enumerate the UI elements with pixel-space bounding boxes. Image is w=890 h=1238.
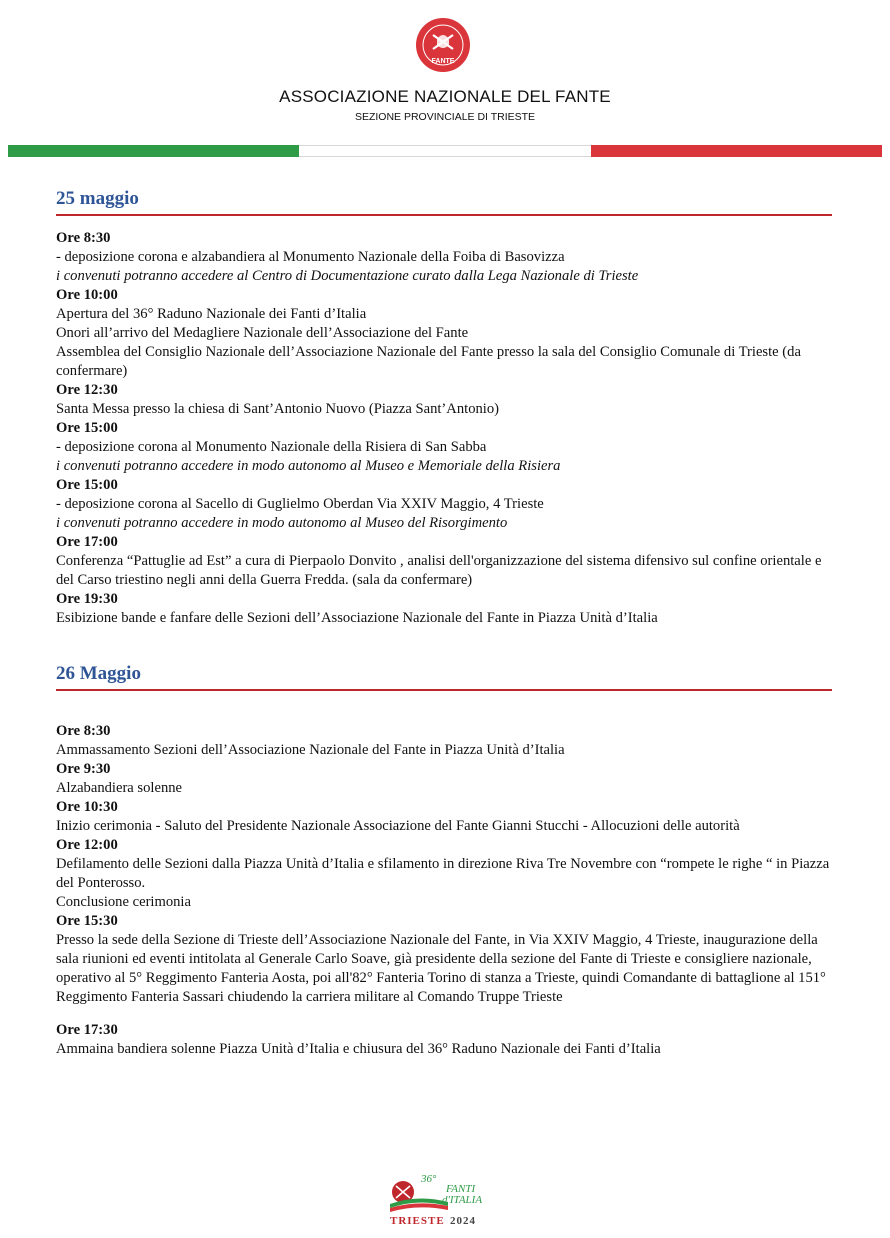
italian-flag-bar [8, 145, 882, 157]
raduno-logo [388, 1170, 484, 1232]
logo-year: 2024 [450, 1215, 476, 1227]
event-text: Defilamento delle Sezioni dalla Piazza Unità d’Italia e sfilamento in direzione Riva Tre Novembre con “rompete le righe “ in Piazza del Ponterosso. [56, 856, 830, 891]
event-text: Inizio cerimonia - Saluto del Presidente Nazionale Associazione del Fante Gianni Stucchi - Allocuzioni delle autorità [56, 818, 740, 834]
event-text: - deposizione corona al Monumento Nazionale della Risiera di San Sabba [56, 439, 487, 455]
event-text: Santa Messa presso la chiesa di Sant’Antonio Nuovo (Piazza Sant’Antonio) [56, 401, 499, 417]
time-label: Ore 12:30 [56, 382, 118, 398]
event-note: i convenuti potranno accedere in modo autonomo al Museo e Memoriale della Risiera [56, 458, 561, 474]
event-note: i convenuti potranno accedere in modo autonomo al Museo del Risorgimento [56, 515, 508, 531]
day-heading-26-maggio: 26 Maggio [56, 663, 141, 684]
event-text: - deposizione corona e alzabandiera al Monumento Nazionale della Foiba di Basovizza [56, 249, 565, 265]
emblem-text: FANTE [431, 58, 455, 65]
time-label: Ore 17:30 [56, 1022, 118, 1038]
time-label: Ore 10:30 [56, 799, 118, 815]
time-label: Ore 15:00 [56, 420, 118, 436]
organization-title: ASSOCIAZIONE NAZIONALE DEL FANTE [279, 87, 611, 106]
day-heading-rule [56, 689, 832, 691]
time-label: Ore 8:30 [56, 723, 111, 739]
event-text: Onori all’arrivo del Medagliere Nazionale dell’Associazione del Fante [56, 325, 469, 341]
organization-subtitle: SEZIONE PROVINCIALE DI TRIESTE [354, 111, 536, 123]
event-text: Conclusione cerimonia [56, 894, 191, 910]
event-text: Presso la sede della Sezione di Trieste dell’Associazione Nazionale del Fante, in Via XXIV Maggio, 4 Trieste, inaugurazione della sala riunioni ed eventi intitolata al Generale Carlo Soave, già presidente della sezione del Fante di Trieste e consigliere nazionale, operativo al 5° Reggimento Fanteria Aosta, poi all'82° Fanteria Torino di stanza a Trieste, quindi Comandante di battaglione al 151° Reggimento Fanteria Sassari chiudendo la carriera militare al Comando Truppe Trieste [56, 932, 826, 1005]
time-label: Ore 10:00 [56, 287, 118, 303]
time-label: Ore 15:30 [56, 913, 118, 929]
event-note: i convenuti potranno accedere al Centro di Documentazione curato dalla Lega Nazionale di Trieste [56, 268, 639, 284]
time-label: Ore 17:00 [56, 534, 118, 550]
association-emblem [415, 17, 471, 73]
event-text: Ammaina bandiera solenne Piazza Unità d’Italia e chiusura del 36° Raduno Nazionale dei Fanti d’Italia [56, 1041, 661, 1057]
day-heading-25-maggio: 25 maggio [56, 188, 139, 209]
program-day-2 [56, 722, 836, 1059]
event-text: Apertura del 36° Raduno Nazionale dei Fanti d’Italia [56, 306, 367, 322]
logo-line2: d'ITALIA [442, 1194, 483, 1206]
event-text: Esibizione bande e fanfare delle Sezioni dell’Associazione Nazionale del Fante in Piazza Unità d’Italia [56, 610, 658, 626]
time-label: Ore 9:30 [56, 761, 111, 777]
time-label: Ore 15:00 [56, 477, 118, 493]
time-label: Ore 12:00 [56, 837, 118, 853]
event-text: - deposizione corona al Sacello di Guglielmo Oberdan Via XXIV Maggio, 4 Trieste [56, 496, 544, 512]
program-day-1 [56, 229, 836, 628]
event-text: Assemblea del Consiglio Nazionale dell’Associazione Nazionale del Fante presso la sala del Consiglio Comunale di Trieste (da confermare) [56, 344, 801, 379]
time-label: Ore 19:30 [56, 591, 118, 607]
event-text: Conferenza “Pattuglie ad Est” a cura di Pierpaolo Donvito , analisi dell'organizzazione del sistema difensivo sul confine orientale e del Carso triestino negli anni della Guerra Fredda. (sala da confermare) [56, 553, 822, 588]
day-heading-rule [56, 214, 832, 216]
logo-city: TRIESTE [390, 1215, 445, 1227]
event-text: Ammassamento Sezioni dell’Associazione Nazionale del Fante in Piazza Unità d’Italia [56, 742, 565, 758]
logo-line1: FANTI [446, 1183, 476, 1195]
logo-number: 36° [421, 1173, 437, 1185]
event-text: Alzabandiera solenne [56, 780, 183, 796]
time-label: Ore 8:30 [56, 230, 111, 246]
